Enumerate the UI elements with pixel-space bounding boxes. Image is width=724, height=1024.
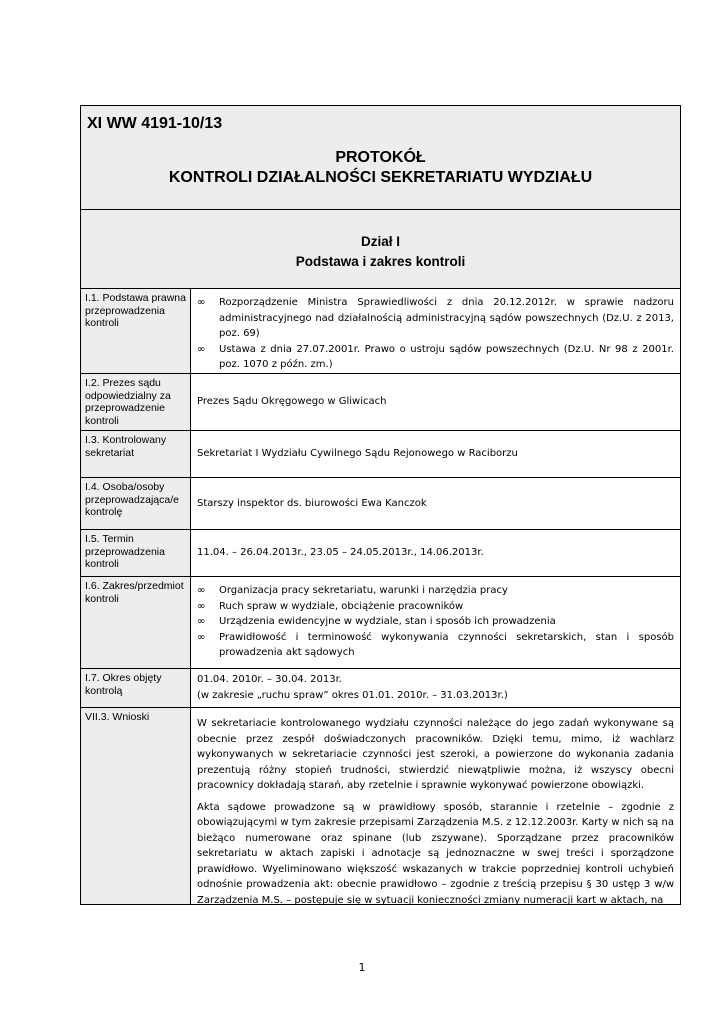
infinity-bullet-icon: ∞	[197, 343, 206, 355]
row-content	[191, 289, 680, 373]
row-value: Sekretariat I Wydziału Cywilnego Sądu Rejonowego w Raciborzu	[197, 448, 518, 460]
conclusion-paragraph: Akta sądowe prowadzone są w prawidłowy sposób, starannie i rzetelnie – zgodnie z obowiązującymi w tym zakresie przepisami Zarządzenia M.S. z 12.12.2003r. Karty w nich są na bieżąco numerowane oraz spinane (lub zszywane). Sporządzane przez pracowników sekretariatu w aktach zapiski i adnotacje są jednoznaczne w swej treści i sporządzone prawidłowo. Wyeliminowano większość wskazanych w trakcie poprzedniej kontroli uchybień odnośnie prowadzenia akt: obecnie prawidłowo – zgodnie z treścią przepisu § 30 ustęp 3 w/w Zarządzenia M.S. – postępuje się w sytuacji konieczności zmiany numeracji kart w aktach, na	[197, 801, 674, 904]
section-title-main: Dział I	[360, 234, 400, 249]
row-legal-basis	[81, 289, 680, 374]
list-item	[197, 295, 674, 342]
row-value-line2: (w zakresie „ruchu spraw” okres 01.01. 2010r. – 31.03.2013r.)	[197, 689, 508, 701]
row-label: I.3. Kontrolowany sekretariat	[81, 431, 191, 477]
protocol-title	[81, 148, 680, 188]
row-label: I.4. Osoba/osoby przeprowadzająca/e kontrolę	[81, 478, 191, 529]
list-item	[197, 583, 674, 599]
section-subtitle: Podstawa i zakres kontroli	[295, 254, 466, 269]
row-content	[191, 530, 680, 576]
row-label: I.7. Okres objęty kontrolą	[81, 669, 191, 707]
row-label: I.6. Zakres/przedmiot kontroli	[81, 577, 191, 668]
row-value: Prezes Sądu Okręgowego w Gliwicach	[197, 396, 387, 408]
case-number: XI WW 4191-10/13	[87, 115, 223, 132]
infinity-bullet-icon: ∞	[197, 631, 206, 643]
list-item-text: Ruch spraw w wydziale, obciążenie pracowników	[219, 600, 464, 612]
list-item-text: Organizacja pracy sekretariatu, warunki i narzędzia pracy	[219, 585, 508, 596]
list-item	[197, 342, 674, 373]
row-label: I.5. Termin przeprowadzenia kontroli	[81, 530, 191, 576]
infinity-bullet-icon: ∞	[197, 297, 206, 308]
row-inspector	[81, 478, 680, 530]
row-label: I.2. Prezes sądu odpowiedzialny za przeprowadzenie kontroli	[81, 374, 191, 430]
row-value: 11.04. – 26.04.2013r., 23.05 – 24.05.2013r., 14.06.2013r.	[197, 547, 484, 559]
bullet-list	[197, 583, 674, 661]
row-label: I.1. Podstawa prawna przeprowadzenia kontroli	[81, 289, 191, 373]
infinity-bullet-icon: ∞	[197, 616, 206, 627]
row-value-line1: 01.04. 2010r. – 30.04. 2013r.	[197, 674, 342, 685]
conclusion-paragraph: W sekretariacie kontrolowanego wydziału czynności należące do jego zadań wykonywane są obecnie przez zespół doświadczonych pracowników. Dzięki temu, mimo, iż wachlarz wykonywanych w sekretariacie czynności jest szeroki, a powierzone do wykonania zadania prezentują różny stopień trudności, stwierdzić niewątpliwie można, iż wszyscy obecni pracownicy dokładają starań, aby rzetelnie i sprawnie wykonywać powierzone obowiązki.	[197, 718, 674, 791]
bullet-list	[197, 295, 674, 373]
row-conclusions	[81, 708, 680, 904]
protocol-title-line2: KONTROLI DZIAŁALNOŚCI SEKRETARIATU WYDZIAŁU	[168, 169, 593, 186]
row-value: Starszy inspektor ds. biurowości Ewa Kanczok	[197, 497, 427, 509]
page-number: 1	[358, 961, 366, 974]
row-content	[191, 374, 680, 430]
row-period-covered	[81, 669, 680, 708]
row-controlled-secretariat	[81, 431, 680, 478]
list-item	[197, 630, 674, 661]
infinity-bullet-icon: ∞	[197, 585, 206, 596]
protocol-title-line1: PROTOKÓŁ	[335, 149, 426, 166]
list-item	[197, 614, 674, 630]
infinity-bullet-icon: ∞	[197, 600, 206, 612]
section-header	[81, 210, 680, 289]
row-content	[191, 577, 680, 668]
row-responsible-president	[81, 374, 680, 431]
row-content	[191, 431, 680, 477]
row-content	[191, 708, 680, 904]
list-item	[197, 599, 674, 615]
row-inspection-dates	[81, 530, 680, 577]
row-inspection-scope	[81, 577, 680, 669]
protocol-document	[80, 105, 681, 905]
row-content	[191, 478, 680, 529]
section-title	[81, 232, 680, 272]
list-item-text: Prawidłowość i terminowość wykonywania czynności sekretarskich, stan i sposób prowadzenia akt sądowych	[219, 631, 674, 658]
row-content	[191, 669, 680, 707]
title-box	[81, 106, 680, 210]
row-label: VII.3. Wnioski	[81, 708, 191, 904]
list-item-text: Ustawa z dnia 27.07.2001r. Prawo o ustroju sądów powszechnych (Dz.U. Nr 98 z 2001r. poz. 1070 z późn. zm.)	[219, 343, 674, 370]
list-item-text: Rozporządzenie Ministra Sprawiedliwości z dnia 20.12.2012r. w sprawie nadzoru administracyjnego nad działalnością administracyjną sądów powszechnych (Dz.U. z 2013, poz. 69)	[219, 297, 674, 339]
list-item-text: Urządzenia ewidencyjne w wydziale, stan i sposób ich prowadzenia	[219, 616, 556, 627]
